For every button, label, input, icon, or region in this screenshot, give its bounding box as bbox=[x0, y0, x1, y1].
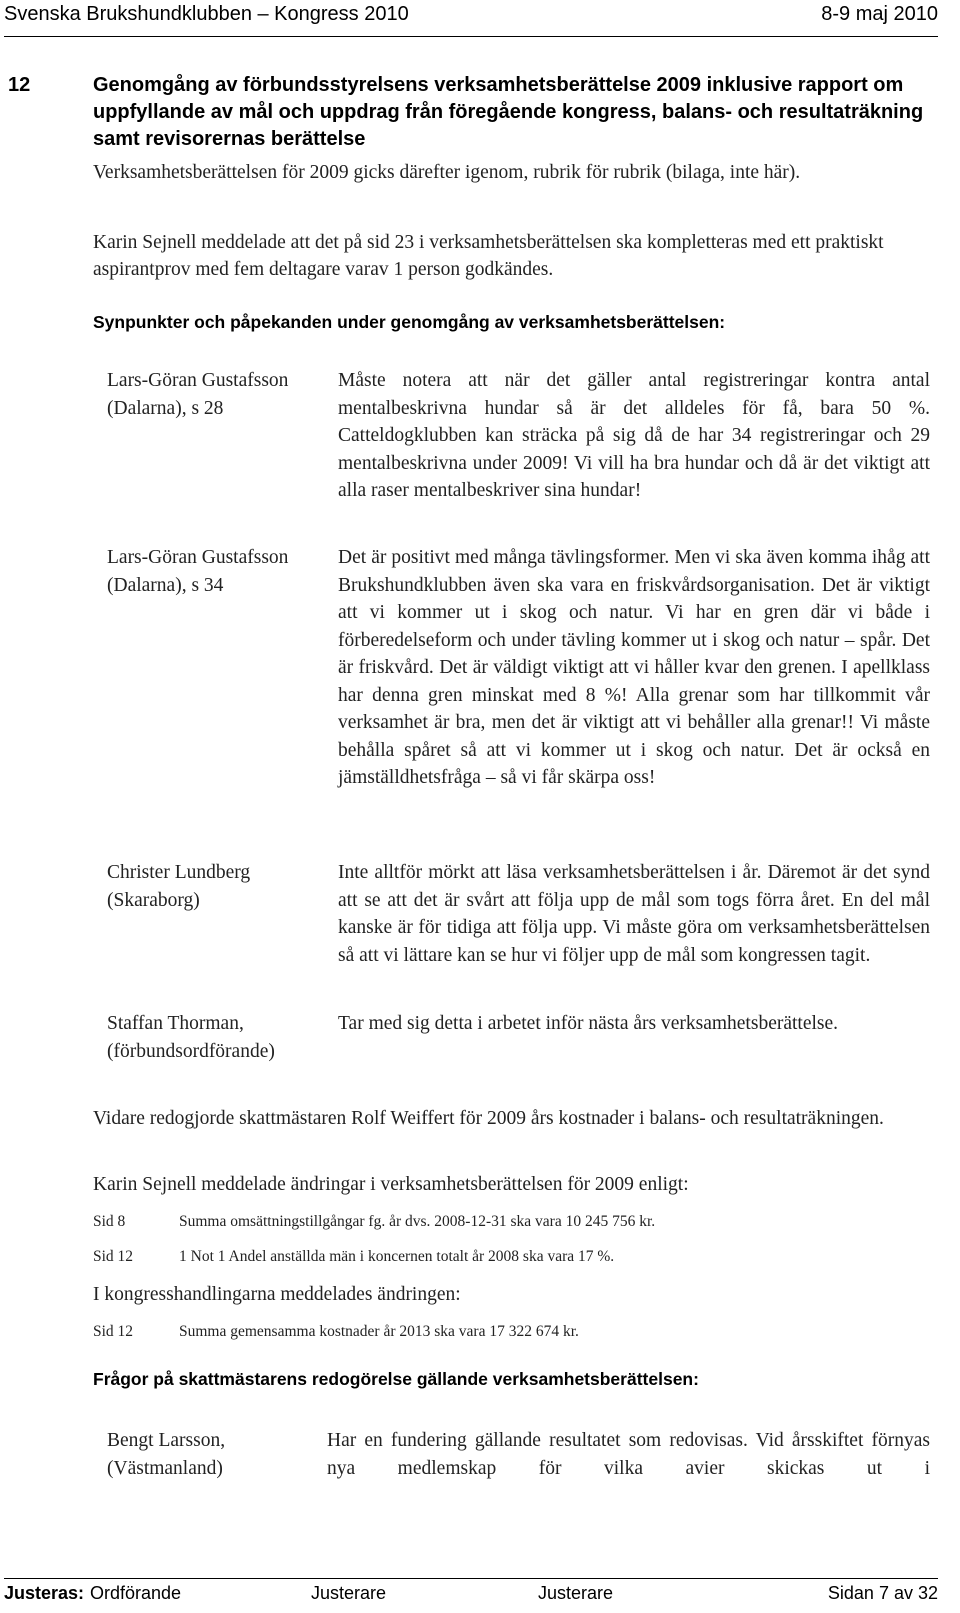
section-paragraph-2: Karin Sejnell meddelade att det på sid 23 i verksamhetsberättelsen ska kompletteras med ett praktiskt aspirantprov med fem deltagare varav 1 person godkändes. bbox=[93, 232, 884, 280]
section-paragraph-1: Verksamhetsberättelsen för 2009 gicks därefter igenom, rubrik för rubrik (bilaga, inte här). bbox=[93, 162, 801, 183]
speaker-name: Christer Lundberg (Skaraborg) bbox=[107, 862, 251, 911]
speaker-comment: Det är positivt med många tävlingsformer. Men vi ska även komma ihåg att Brukshundklubben även ska vara en friskvårdsorganisation. Det är viktigt att vi kommer ut i skog och natur. Vi har en gren där vi både i förberedelseform och under tävling kommer ut i skog och natur – spår. Det är friskvård. Det är väldigt viktigt att vi håller kvar den grenen. I apellklass har denna gren minskat med 8 %! Alla grenar som har tillkommit vår verksamhet är bra, men det är viktigt att vi behåller alla grenar!! Vi måste behålla spåret så att vi kommer ut i skog och natur. Det är också en jämställdhetsfråga – så vi får skärpa oss! bbox=[338, 547, 930, 788]
header-divider bbox=[4, 36, 938, 37]
change-item bbox=[93, 1321, 938, 1343]
change-ref: Sid 8 bbox=[93, 1213, 126, 1230]
speaker-name: Bengt Larsson, (Västmanland) bbox=[107, 1430, 226, 1479]
section-number: 12 bbox=[8, 74, 31, 96]
page-number: Sidan 7 av 32 bbox=[827, 1583, 938, 1603]
change-text: 1 Not 1 Andel anställda män i koncernen totalt år 2008 ska vara 17 %. bbox=[179, 1248, 615, 1265]
footer-adjuster-1: Justerare bbox=[311, 1583, 387, 1603]
footer-adjuster-2: Justerare bbox=[538, 1583, 614, 1603]
footer-label: Justeras: bbox=[4, 1583, 85, 1603]
speaker-name: Staffan Thorman, (förbundsordförande) bbox=[107, 1013, 275, 1062]
speaker-comment: Inte alltför mörkt att läsa verksamhetsberättelsen i år. Däremot är det synd att se att det är svårt att följa upp de mål som togs förra året. En del mål kanske är för tidiga att följa upp. Vi måste göra om verksamhetsberättelsen så att vi lättare kan se hur vi följer upp de mål som kongressen tagit. bbox=[338, 862, 930, 966]
speaker-comment: Måste notera att när det gäller antal registreringar kontra antal mentalbeskrivna hundar så är det alldeles för få, bara 50 %. Catteldogklubben kan sträcka på sig då de har 34 registreringar och 29 mentalbeskrivna under 2009! Vi vill ha bra hundar och då är det viktigt att alla raser mentalbeskriver sina hundar! bbox=[338, 370, 930, 501]
page-header bbox=[0, 0, 960, 40]
speaker-name: Lars-Göran Gustafsson (Dalarna), s 34 bbox=[107, 547, 289, 596]
change-item bbox=[93, 1211, 938, 1233]
change-item bbox=[93, 1246, 938, 1268]
change-ref: Sid 12 bbox=[93, 1323, 134, 1340]
viewpoints-heading: Synpunkter och påpekanden under genomgång av verksamhetsberättelsen: bbox=[93, 312, 726, 332]
footer-chair: Ordförande bbox=[90, 1583, 182, 1603]
speaker-comment: Har en fundering gällande resultatet som redovisas. Vid årsskiftet förnyas nya medlemskap för vilka avier skickas ut i bbox=[327, 1430, 930, 1479]
footer-divider bbox=[4, 1578, 938, 1579]
speaker-name: Lars-Göran Gustafsson (Dalarna), s 28 bbox=[107, 370, 289, 419]
section-title: Genomgång av förbundsstyrelsens verksamhetsberättelse 2009 inklusive rapport om uppfyllande av mål och uppdrag från föregående kongress, balans- och resultaträkning samt revisorernas berättelse bbox=[93, 74, 924, 150]
finance-paragraph-2: Karin Sejnell meddelade ändringar i verksamhetsberättelsen för 2009 enligt: bbox=[93, 1174, 689, 1195]
change-ref: Sid 12 bbox=[93, 1248, 134, 1265]
change-text: Summa omsättningstillgångar fg. år dvs. 2008-12-31 ska vara 10 245 756 kr. bbox=[179, 1213, 656, 1230]
questions-heading: Frågor på skattmästarens redogörelse gällande verksamhetsberättelsen: bbox=[93, 1369, 699, 1389]
change-text: Summa gemensamma kostnader år 2013 ska vara 17 322 674 kr. bbox=[179, 1323, 579, 1340]
finance-paragraph-1: Vidare redogjorde skattmästaren Rolf Weiffert för 2009 års kostnader i balans- och resultaträkningen. bbox=[93, 1108, 884, 1129]
header-title: Svenska Brukshundklubben – Kongress 2010 bbox=[4, 3, 409, 25]
speaker-comment: Tar med sig detta i arbetet inför nästa års verksamhetsberättelse. bbox=[338, 1013, 839, 1034]
page-footer bbox=[0, 1580, 960, 1610]
header-date: 8-9 maj 2010 bbox=[821, 3, 938, 25]
finance-paragraph-3: I kongresshandlingarna meddelades ändringen: bbox=[93, 1284, 461, 1305]
